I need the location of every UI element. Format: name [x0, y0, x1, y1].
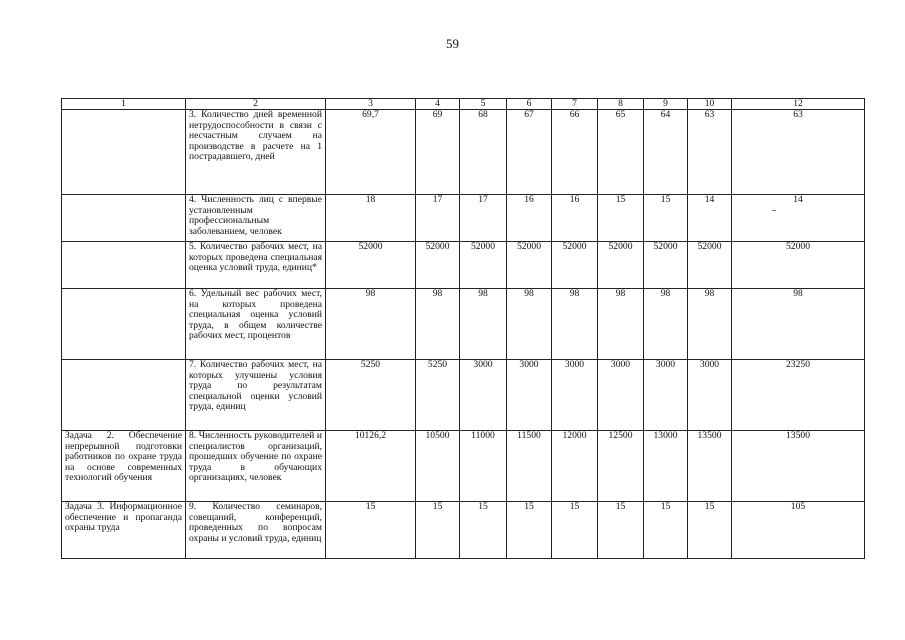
indicator-cell: 3. Количество дней временной нетрудоспособности в связи с несчастным случаем на производстве в расчете на 1 пострадавшего, дней	[186, 110, 326, 195]
value-cell: 98	[326, 289, 416, 360]
header-cell: 6	[507, 99, 552, 110]
table-row	[62, 110, 865, 195]
value-cell: 10126,2	[326, 431, 416, 502]
value-cell: 17	[460, 195, 507, 242]
value-cell: 16	[507, 195, 552, 242]
value-cell: 11000	[460, 431, 507, 502]
value-cell: 52000	[552, 242, 598, 289]
indicator-cell: 8. Численность руководителей и специалистов организаций, прошедших обучение по охране труда в обучающих организациях, человек	[186, 431, 326, 502]
value-cell: 52000	[416, 242, 460, 289]
value-cell: 63	[688, 110, 732, 195]
value-cell: 98	[507, 289, 552, 360]
indicators-table	[61, 98, 865, 559]
value-cell: 52000	[688, 242, 732, 289]
value-cell: 12000	[552, 431, 598, 502]
indicator-cell: 4. Численность лиц с впервые установленным профессиональным заболеванием, человек	[186, 195, 326, 242]
value-cell: 5250	[326, 360, 416, 431]
page-number: 59	[446, 36, 459, 51]
value-cell: 69,7	[326, 110, 416, 195]
value-cell: 52000	[507, 242, 552, 289]
value-cell: 3000	[460, 360, 507, 431]
value-cell: 52000	[644, 242, 688, 289]
value-cell: 98	[598, 289, 644, 360]
value-cell: 3000	[552, 360, 598, 431]
header-cell: 3	[326, 99, 416, 110]
header-cell: 7	[552, 99, 598, 110]
indicator-cell: 6. Удельный вес рабочих мест, на которых проведена специальная оценка условий труда, в общем количестве рабочих мест, процентов	[186, 289, 326, 360]
value-cell: 67	[507, 110, 552, 195]
value-cell: 98	[732, 289, 865, 360]
value-cell: 23250	[732, 360, 865, 431]
value-cell: 105	[732, 502, 865, 559]
indicator-cell: 5. Количество рабочих мест, на которых проведена специальная оценка условий труда, единиц*	[186, 242, 326, 289]
value-cell: 14	[688, 195, 732, 242]
table-row	[62, 242, 865, 289]
header-cell: 8	[598, 99, 644, 110]
value-cell: 15	[598, 502, 644, 559]
task-cell	[62, 242, 186, 289]
header-cell: 1	[62, 99, 186, 110]
indicator-cell: 7. Количество рабочих мест, на которых улучшены условия труда по результатам специальной оценки условий труда, единиц	[186, 360, 326, 431]
header-cell: 12	[732, 99, 865, 110]
value-cell: 15	[416, 502, 460, 559]
table-row	[62, 195, 865, 242]
value-cell: 98	[416, 289, 460, 360]
value-cell: 15	[644, 195, 688, 242]
value-cell: 15	[552, 502, 598, 559]
table-row	[62, 289, 865, 360]
task-cell	[62, 289, 186, 360]
table-row	[62, 360, 865, 431]
table-row	[62, 502, 865, 559]
value-cell: 68	[460, 110, 507, 195]
value-cell: 52000	[598, 242, 644, 289]
value-cell: 3000	[507, 360, 552, 431]
task-cell	[62, 360, 186, 431]
task-cell	[62, 195, 186, 242]
header-cell: 10	[688, 99, 732, 110]
value-cell: 15	[644, 502, 688, 559]
header-cell: 9	[644, 99, 688, 110]
value-cell: 52000	[326, 242, 416, 289]
value-cell: 15	[507, 502, 552, 559]
value-cell: 3000	[644, 360, 688, 431]
header-cell: 5	[460, 99, 507, 110]
value-cell: 98	[552, 289, 598, 360]
value-cell: 98	[688, 289, 732, 360]
indicator-cell: 9. Количество семинаров, совещаний, конференций, проведенных по вопросам охраны и условий труда, единиц	[186, 502, 326, 559]
value-cell: 16	[552, 195, 598, 242]
value-cell: 15	[326, 502, 416, 559]
value-cell: 17	[416, 195, 460, 242]
value-cell: 98	[460, 289, 507, 360]
value-cell: 13500	[732, 431, 865, 502]
value-cell: 64	[644, 110, 688, 195]
value-cell: 98	[644, 289, 688, 360]
value-cell: 69	[416, 110, 460, 195]
task-cell	[62, 110, 186, 195]
value-cell: 66	[552, 110, 598, 195]
table-row	[62, 431, 865, 502]
value-cell: 18	[326, 195, 416, 242]
value-cell: 52000	[732, 242, 865, 289]
value-cell: 63	[732, 110, 865, 195]
value-cell: 52000	[460, 242, 507, 289]
value-cell: 15	[598, 195, 644, 242]
scan-artifact	[772, 210, 776, 211]
value-cell: 65	[598, 110, 644, 195]
header-cell: 2	[186, 99, 326, 110]
value-cell: 3000	[598, 360, 644, 431]
value-cell: 11500	[507, 431, 552, 502]
task-cell: Задача 3. Информационное обеспечение и пропаганда охраны труда	[62, 502, 186, 559]
value-cell: 15	[460, 502, 507, 559]
value-cell: 15	[688, 502, 732, 559]
value-cell: 14	[732, 195, 865, 242]
header-cell: 4	[416, 99, 460, 110]
value-cell: 5250	[416, 360, 460, 431]
value-cell: 3000	[688, 360, 732, 431]
header-row	[62, 99, 865, 110]
task-cell: Задача 2. Обеспечение непрерывной подготовки работников по охране труда на основе современных технологий обучения	[62, 431, 186, 502]
value-cell: 13000	[644, 431, 688, 502]
value-cell: 12500	[598, 431, 644, 502]
value-cell: 10500	[416, 431, 460, 502]
value-cell: 13500	[688, 431, 732, 502]
